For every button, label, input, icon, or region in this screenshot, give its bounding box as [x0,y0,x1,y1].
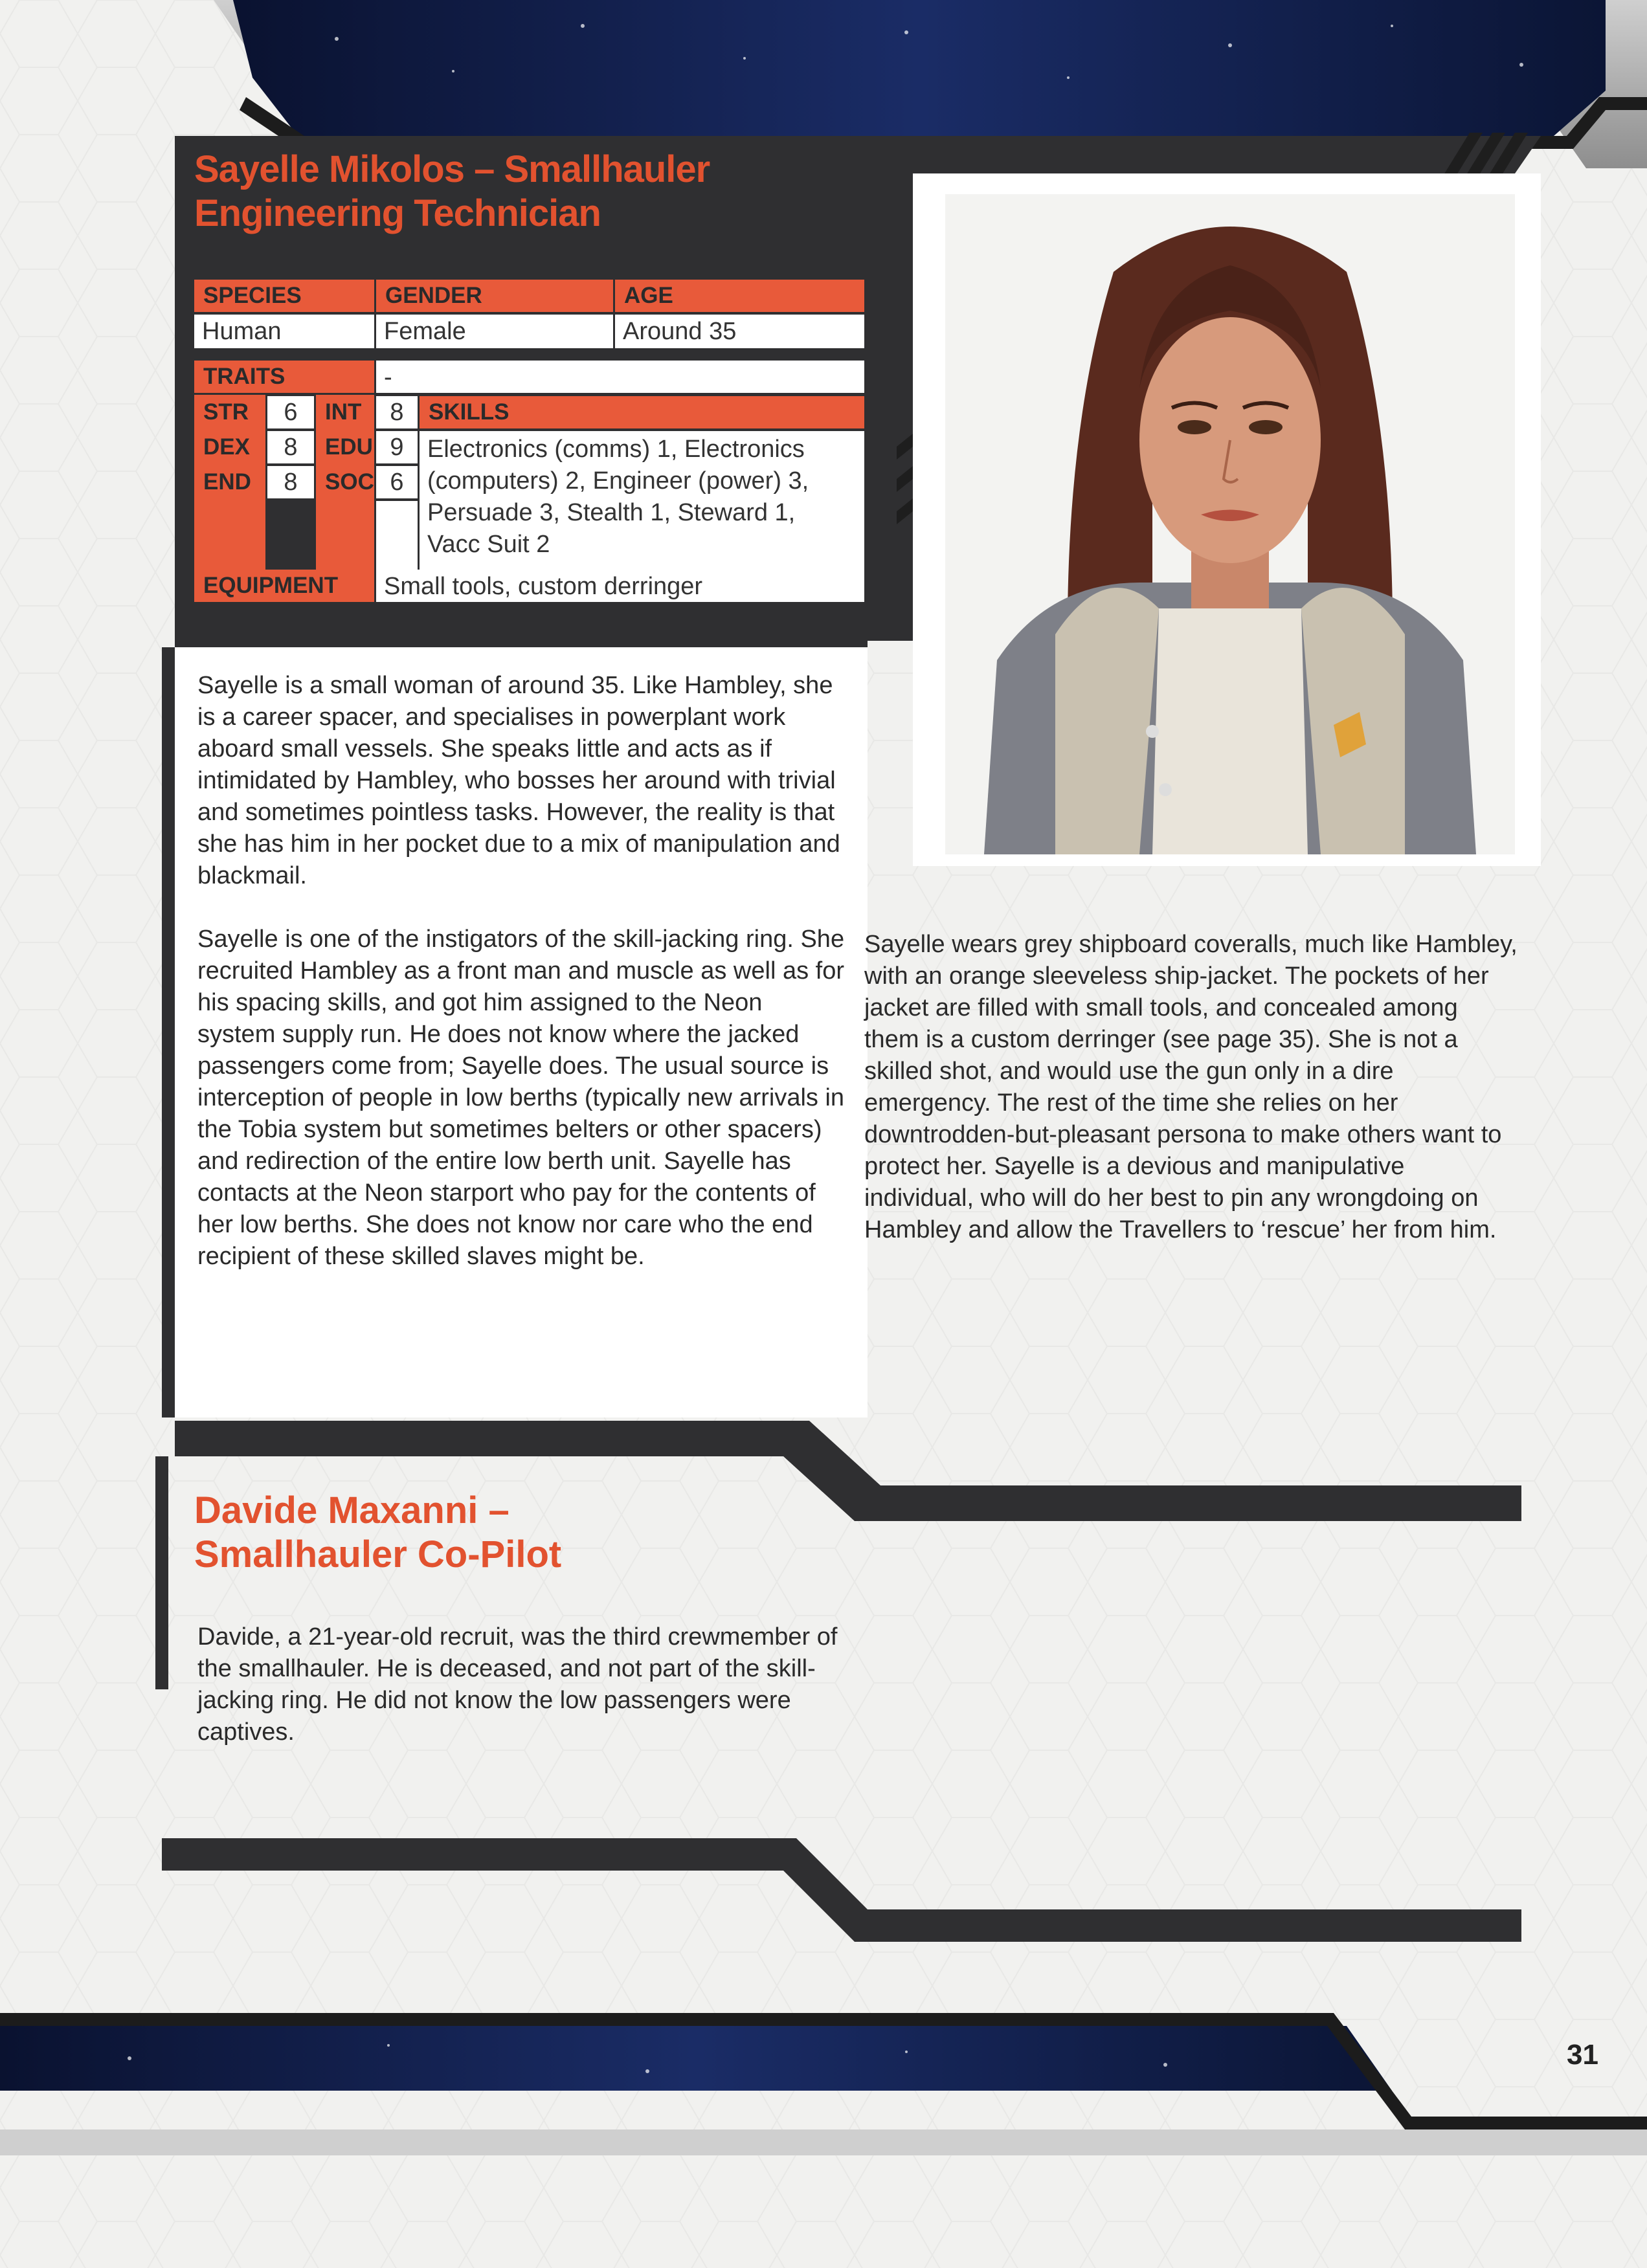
npc2-title-line2: Smallhauler Co-Pilot [194,1533,562,1575]
npc2-description [197,1621,845,1780]
stat-label-end: END [194,466,265,498]
npc2-paragraph: Davide, a 21-year-old recruit, was the third crewmember of the smallhauler. He is deceased, and not part of the skill-jacking ring. He did not know the low passengers were captives. [197,1623,838,1746]
equipment-value: Small tools, custom derringer [376,570,864,602]
header-gender: GENDER [376,280,613,312]
npc2-title [194,1489,647,1577]
header-skills: SKILLS [420,396,864,428]
header-traits: TRAITS [194,361,374,393]
species-value: Human [194,315,374,348]
npc1-description-left [197,670,845,1304]
skills-value [420,431,864,589]
side-notches [897,434,913,524]
stat-value-int: 8 [376,396,418,428]
stat-value-end: 8 [267,466,314,498]
npc1-paragraph-3: Sayelle wears grey shipboard coveralls, much like Hambley, with an orange sleeveless ship-jacket. The pockets of her jacket are filled with small tools, and concealed among them is a custom derringer (see page 35). She is not a skilled shot, and would use the gun only in a dire emergency. The rest of the time she relies on her downtrodden-but-pleasant persona to make others want to protect her. Sayelle is a devious and manipulative individual, who will do her best to pin any wrongdoing on Hambley and allow the Travellers to ‘rescue’ her from him. [864,931,1518,1243]
npc1-title-line2: Engineering Technician [194,192,601,234]
npc1-description-right [864,929,1518,1278]
header-equipment: EQUIPMENT [194,570,374,602]
header-age: AGE [615,280,864,312]
skills-line-2: (computers) 2, Engineer (power) 3, [427,467,809,495]
npc1-paragraph-1: Sayelle is a small woman of around 35. Like Hambley, she is a career spacer, and specialises in powerplant work aboard small vessels. She speaks little and acts as if intimidated by Hambley, who bosses her around with trivial and sometimes pointless tasks. However, the reality is that she has him in her pocket due to a mix of manipulation and blackmail. [197,672,840,889]
age-value: Around 35 [615,315,864,348]
stat-value-edu: 9 [376,431,418,463]
stat-value-dex: 8 [267,431,314,463]
npc2-title-line1: Davide Maxanni – [194,1489,510,1531]
npc1-paragraph-2: Sayelle is one of the instigators of the skill-jacking ring. She recruited Hambley as a front man and muscle as well as for his spacing skills, and got him assigned to the Neon system supply run. He does not know where the jacked passengers come from; Sayelle does. The usual source is interception of people in low berths (typically new arrivals in the Tobia system but sometimes belters or other spacers) and redirection of the entire low berth unit. Sayelle has contacts at the Neon starport who pay for the contents of her low berths. She does not know nor care who the end recipient of these skilled slaves might be. [197,926,845,1270]
stat-label-dex: DEX [194,431,265,463]
traits-value: - [376,361,864,393]
stat-label-edu: EDU [316,431,374,463]
skills-line-4: Vacc Suit 2 [427,531,550,558]
stat-value-soc: 6 [376,466,418,498]
bottom-space-band [0,2026,1392,2091]
top-space-band [233,0,1606,136]
stat-value-str: 6 [267,396,314,428]
npc1-title-line1: Sayelle Mikolos – Smallhauler [194,148,710,190]
stat-label-soc: SOC [316,466,374,498]
page-number: 31 [1567,2039,1598,2071]
stat-label-str: STR [194,396,265,428]
header-species: SPECIES [194,280,374,312]
stat-label-int: INT [316,396,374,428]
npc1-title [194,148,906,236]
skills-line-1: Electronics (comms) 1, Electronics [427,436,805,463]
skills-line-3: Persuade 3, Stealth 1, Steward 1, [427,499,796,526]
character-portrait [945,194,1515,854]
gender-value: Female [376,315,613,348]
